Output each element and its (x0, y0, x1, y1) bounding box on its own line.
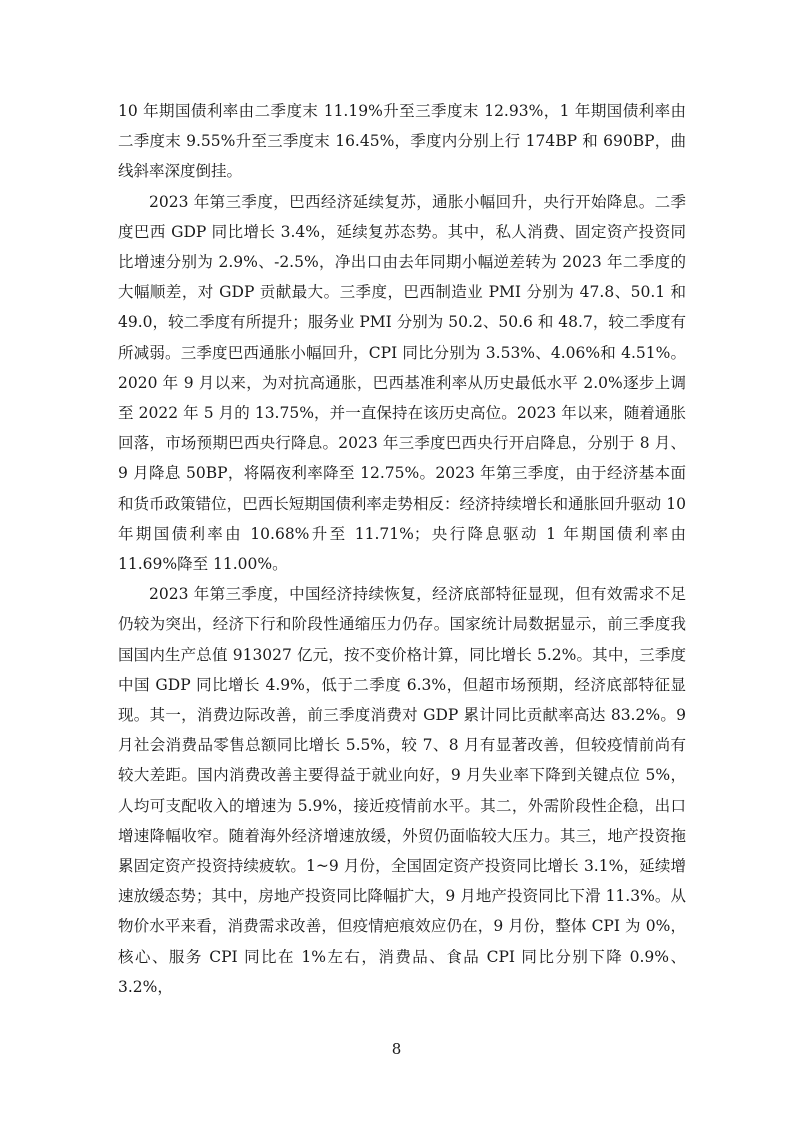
page-number: 8 (391, 1040, 402, 1058)
paragraph-china-economy: 2023 年第三季度，中国经济持续恢复，经济底部特征显现，但有效需求不足仍较为突出，经济下行和阶段性通缩压力仍存。国家统计局数据显示，前三季度我国国内生产总值 913027 亿元，按不变价格计算，同比增长 5.2%。其中，三季度中国 GDP 同比增长 4.9%，低于二季度 6.3%，但超市场预期，经济底部特征显现。其一，消费边际改善，前三季度消费对 GDP 累计同比贡献率高达 83.2%。9 月社会消费品零售总额同比增长 5.5%，较 7、8 月有显著改善，但较疫情前尚有较大差距。国内消费改善主要得益于就业向好，9 月失业率下降到关键点位 5%，人均可支配收入的增速为 5.9%，接近疫情前水平。其二，外需阶段性企稳，出口增速降幅收窄。随着海外经济增速放缓，外贸仍面临较大压力。其三，地产投资拖累固定资产投资持续疲软。1~9 月份，全国固定资产投资同比增长 3.1%，延续增速放缓态势；其中，房地产投资同比降幅扩大，9 月地产投资同比下滑 11.3%。从物价水平来看，消费需求改善，但疫情疤痕效应仍在，9 月份，整体 CPI 为 0%，核心、服务 CPI 同比在 1%左右，消费品、食品 CPI 同比分别下降 0.9%、3.2%， (118, 585, 686, 996)
body-text (118, 96, 686, 1002)
paragraph-brazil-economy: 2023 年第三季度，巴西经济延续复苏，通胀小幅回升，央行开始降息。二季度巴西 GDP 同比增长 3.4%，延续复苏态势。其中，私人消费、固定资产投资同比增速分别为 2.9%、-2.5%，净出口由去年同期小幅逆差转为 2023 年二季度的大幅顺差，对 GDP 贡献最大。三季度，巴西制造业 PMI 分别为 47.8、50.1 和 49.0，较二季度有所提升；服务业 PMI 分别为 50.2、50.6 和 48.7，较二季度有所减弱。三季度巴西通胀小幅回升，CPI 同比分别为 3.53%、4.06%和 4.51%。2020 年 9 月以来，为对抗高通胀，巴西基准利率从历史最低水平 2.0%逐步上调至 2022 年 5 月的 13.75%，并一直保持在该历史高位。2023 年以来，随着通胀回落，市场预期巴西央行降息。2023 年三季度巴西央行开启降息，分别于 8 月、9 月降息 50BP，将隔夜利率降至 12.75%。2023 年第三季度，由于经济基本面和货币政策错位，巴西长短期国债利率走势相反：经济持续增长和通胀回升驱动 10 年期国债利率由 10.68%升至 11.71%；央行降息驱动 1 年期国债利率由 11.69%降至 11.00%。 (118, 192, 686, 574)
paragraph-brazil-bond-continuation: 10 年期国债利率由二季度末 11.19%升至三季度末 12.93%，1 年期国债利率由二季度末 9.55%升至三季度末 16.45%，季度内分别上行 174BP 和 690BP，曲线斜率深度倒挂。 (118, 102, 686, 181)
